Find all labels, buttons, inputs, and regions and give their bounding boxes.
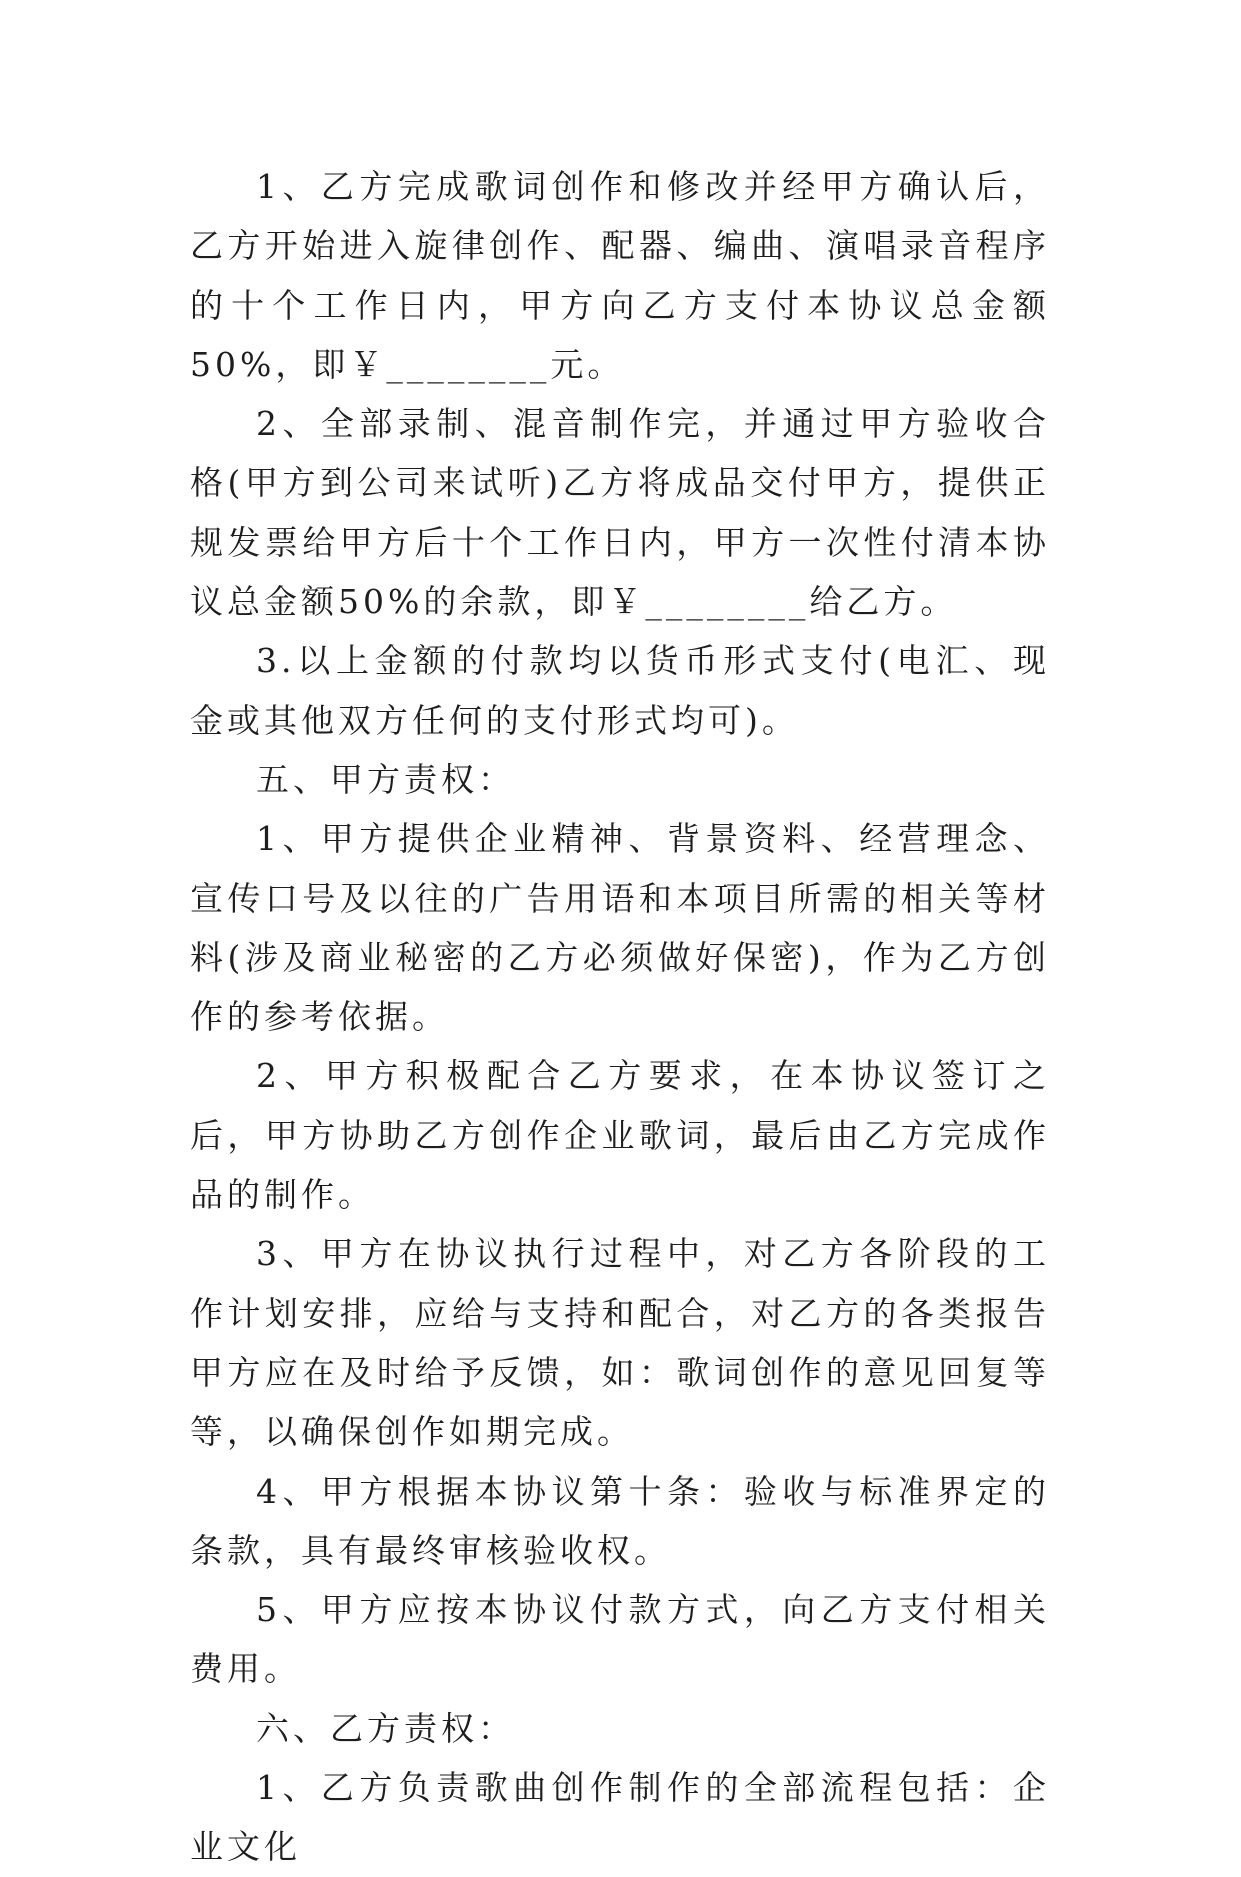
paragraph-party-a-clause-3: 3、甲方在协议执行过程中，对乙方各阶段的工作计划安排，应给与支持和配合，对乙方的各类报告甲方应在及时给予反馈，如：歌词创作的意见回复等等，以确保创作如期完成。 [190,1234,1050,1452]
paragraph-payment-first-installment: 1、乙方完成歌词创作和修改并经甲方确认后，乙方开始进入旋律创作、配器、编曲、演唱录音程序的十个工作日内，甲方向乙方支付本协议总金额50%，即￥________元。 [190,167,1050,384]
paragraph-payment-method: 3.以上金额的付款均以货币形式支付(电汇、现金或其他双方任何的支付形式均可)。 [190,641,1050,740]
document-body [190,157,1050,1877]
paragraph-party-a-clause-2: 2、甲方积极配合乙方要求，在本协议签订之后，甲方协助乙方创作企业歌词，最后由乙方完成作品的制作。 [190,1056,1050,1215]
paragraph-party-b-clause-1: 1、乙方负责歌曲创作制作的全部流程包括：企业文化 [190,1768,1050,1867]
section-heading-party-b-rights: 六、乙方责权： [256,1708,515,1748]
paragraph-party-a-clause-4: 4、甲方根据本协议第十条：验收与标准界定的条款，具有最终审核验收权。 [190,1471,1050,1570]
paragraph-party-a-clause-5: 5、甲方应按本协议付款方式，向乙方支付相关费用。 [190,1590,1050,1689]
paragraph-party-a-clause-1: 1、甲方提供企业精神、背景资料、经营理念、宣传口号及以往的广告用语和本项目所需的相关等材料(涉及商业秘密的乙方必须做好保密)，作为乙方创作的参考依据。 [190,819,1050,1037]
section-heading-party-a-rights: 五、甲方责权： [256,759,515,799]
paragraph-payment-balance: 2、全部录制、混音制作完，并通过甲方验收合格(甲方到公司来试听)乙方将成品交付甲方，提供正规发票给甲方后十个工作日内，甲方一次性付清本协议总金额50%的余款，即￥________给乙方。 [190,404,1050,622]
